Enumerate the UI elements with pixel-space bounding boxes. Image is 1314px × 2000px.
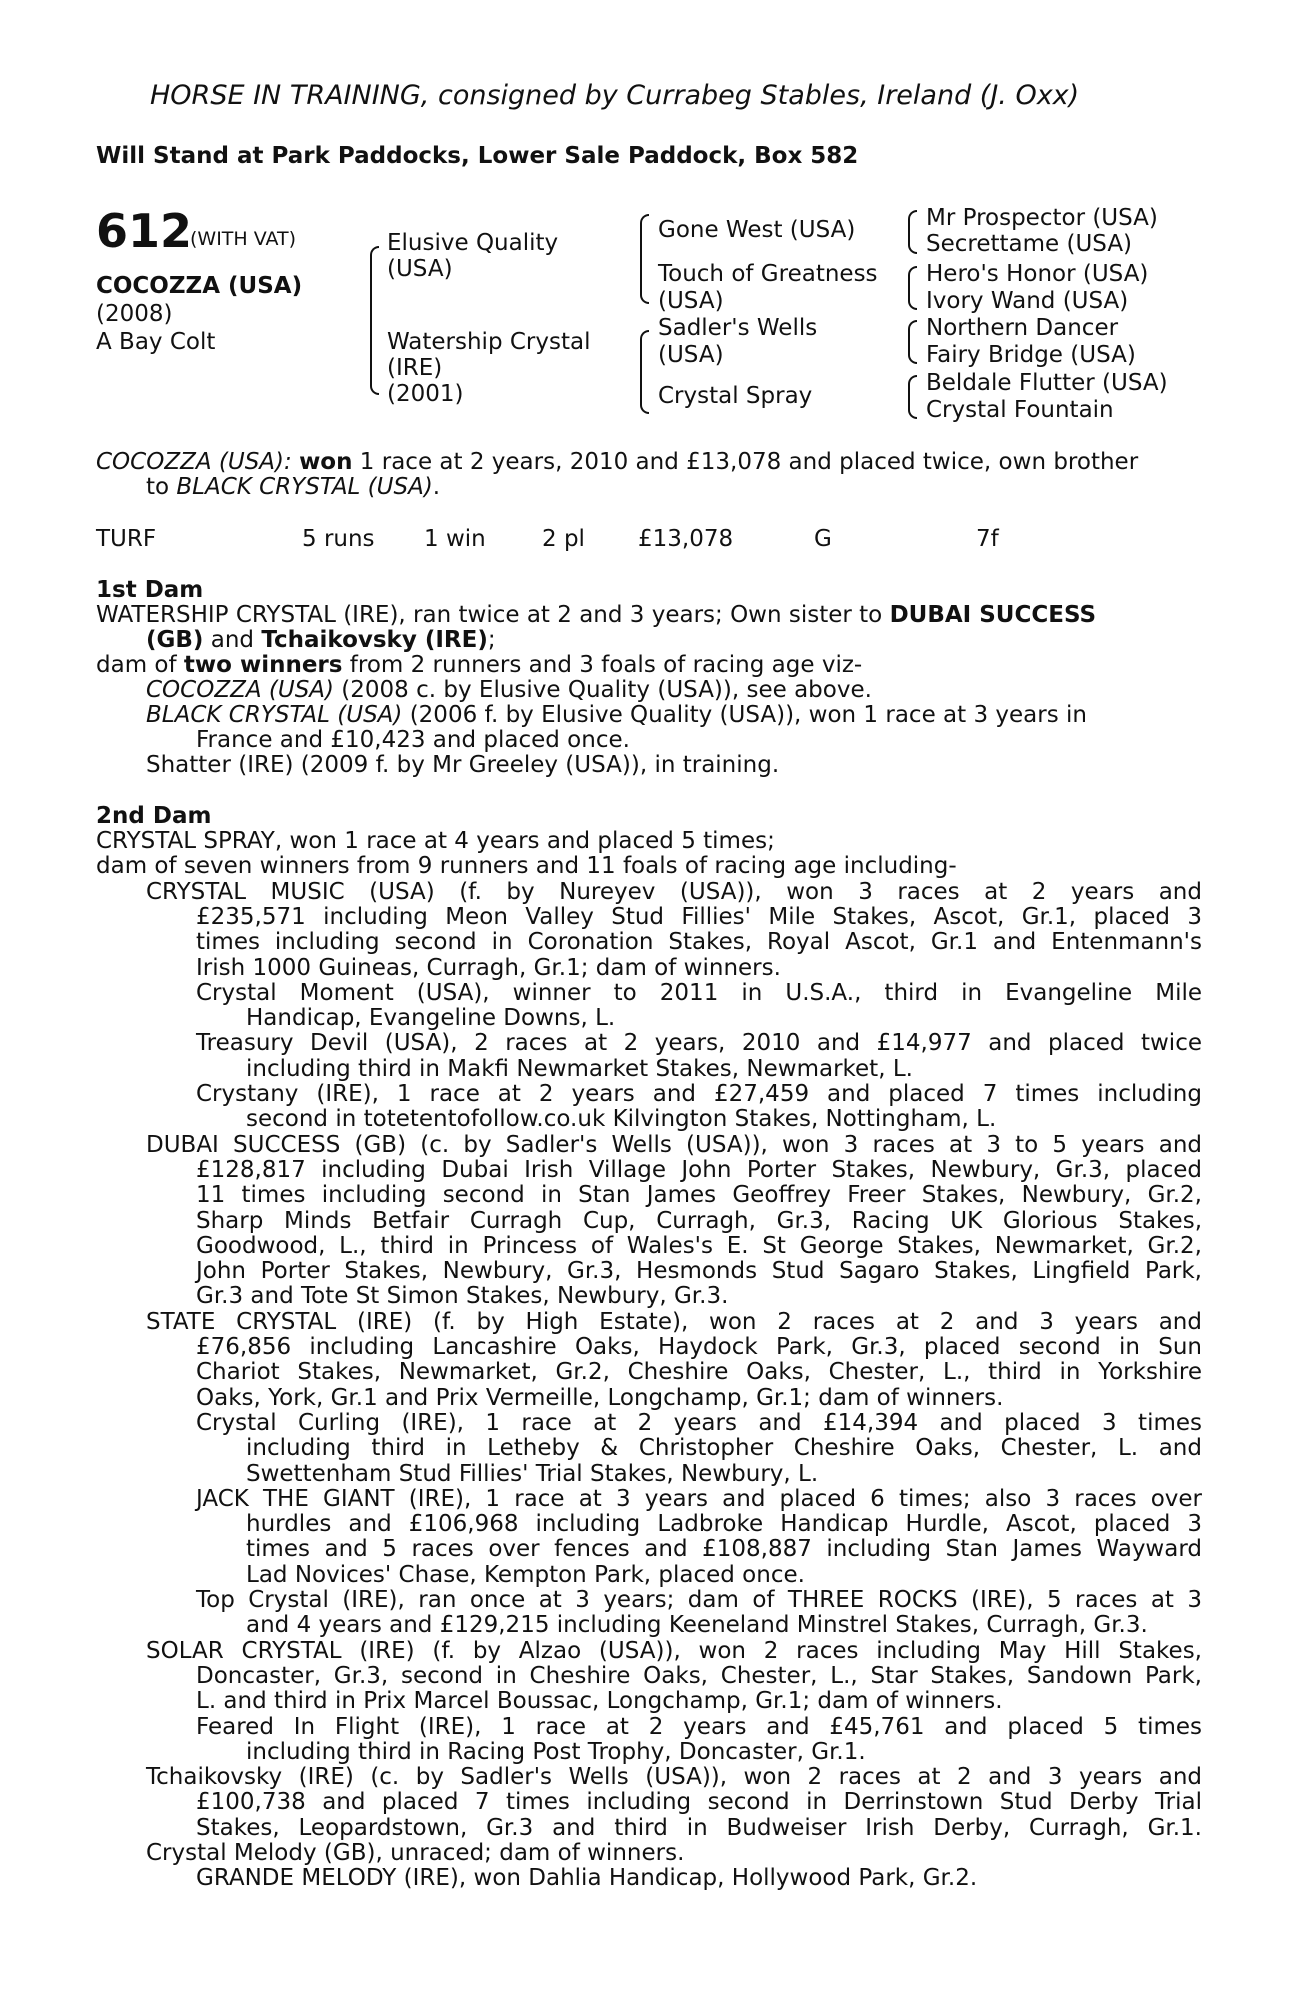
- pedigree-granddam: Ivory Wand (USA): [926, 288, 1129, 314]
- second-dam-line: Oaks, York, Gr.1 and Prix Vermeille, Longchamp, Gr.1; dam of winners.: [196, 1384, 1004, 1411]
- pedigree-brace: [908, 210, 917, 254]
- second-dam-line: Crystal Moment (USA), winner to 2011 in U.S.A., third in Evangeline Mile: [196, 979, 1202, 1006]
- pedigree-sire-dam: Touch of Greatness: [658, 261, 878, 287]
- second-dam-line: Crystal Melody (GB), unraced; dam of winners.: [146, 1840, 685, 1866]
- second-dam-line: £100,738 and placed 7 times including second in Derrinstown Stud Derby Trial: [196, 1789, 1202, 1816]
- second-dam-line: Stakes, Leopardstown, Gr.3 and third in Budweiser Irish Derby, Curragh, Gr.1.: [196, 1814, 1202, 1841]
- record-placed: 2 pl: [542, 526, 585, 552]
- record-surface: TURF: [96, 526, 157, 552]
- record-earnings: £13,078: [638, 526, 734, 552]
- dam-line: [146, 677, 872, 703]
- second-dam-line: £76,856 including Lancashire Oaks, Haydock Park, Gr.3, placed second in Sun: [196, 1334, 1202, 1360]
- pedigree-sire: Elusive Quality: [387, 230, 559, 256]
- pedigree-granddam: Secrettame (USA): [926, 231, 1133, 257]
- dam-winners: two winners: [183, 652, 343, 678]
- second-dam-line: DUBAI SUCCESS (GB) (c. by Sadler's Wells (USA)), won 3 races at 3 to 5 years and: [146, 1131, 1202, 1158]
- second-dam-line: Chariot Stakes, Newmarket, Gr.2, Cheshire Oaks, Chester, L., third in Yorkshire: [196, 1359, 1202, 1386]
- dam-text: ;: [487, 627, 496, 653]
- record-distance: 7f: [976, 526, 999, 552]
- second-dam-line: Swettenham Stud Fillies' Trial Stakes, Newbury, L.: [246, 1460, 819, 1487]
- dam-line: [96, 652, 862, 678]
- dam-line: [146, 702, 1087, 728]
- summary-text: to: [146, 474, 177, 500]
- second-dam-line: Top Crystal (IRE), ran once at 3 years; dam of THREE ROCKS (IRE), 5 races at 3: [196, 1587, 1202, 1613]
- pedigree-sire-dam: (USA): [658, 288, 724, 314]
- second-dam-line: Handicap, Evangeline Downs, L.: [246, 1005, 616, 1032]
- pedigree-dam: Watership Crystal: [387, 329, 591, 355]
- second-dam-line: Tchaikovsky (IRE) (c. by Sadler's Wells (USA)), won 2 races at 2 and 3 years and: [146, 1764, 1202, 1791]
- second-dam-line: hurdles and £106,968 including Ladbroke Handicap Hurdle, Ascot, placed 3: [246, 1511, 1202, 1538]
- second-dam-line: STATE CRYSTAL (IRE) (f. by High Estate), won 2 races at 2 and 3 years and: [146, 1308, 1202, 1335]
- second-dam-line: JACK THE GIANT (IRE), 1 race at 3 years and placed 6 times; also 3 races over: [196, 1485, 1202, 1512]
- second-dam-line: times and 5 races over fences and £108,887 including Stan James Wayward: [246, 1536, 1202, 1563]
- pedigree-brace: [640, 330, 649, 414]
- vat-note: (WITH VAT): [190, 228, 297, 250]
- record-going: G: [814, 526, 832, 552]
- dam-text: and: [203, 627, 262, 653]
- dam-line: [146, 627, 496, 653]
- pedigree-sire-sire: Gone West (USA): [658, 217, 856, 243]
- summary-won: won: [299, 449, 353, 475]
- pedigree-dam-sire: (USA): [658, 342, 724, 368]
- second-dam-line: Goodwood, L., third in Princess of Wales's E. St George Stakes, Newmarket, Gr.2,: [196, 1232, 1202, 1259]
- second-dam-line: Irish 1000 Guineas, Curragh, Gr.1; dam of winners.: [196, 954, 781, 981]
- second-dam-line: £128,817 including Dubai Irish Village John Porter Stakes, Newbury, Gr.3, placed: [196, 1156, 1202, 1183]
- second-dam-line: including third in Letheby & Christopher Cheshire Oaks, Chester, L. and: [246, 1435, 1202, 1462]
- summary-sibling: BLACK CRYSTAL (USA): [176, 474, 433, 500]
- progeny-name: BLACK CRYSTAL (USA): [146, 702, 403, 728]
- dam-line: [96, 602, 1096, 628]
- pedigree-brace: [640, 214, 649, 304]
- first-dam-heading: 1st Dam: [96, 577, 204, 603]
- summary-text: .: [432, 474, 441, 500]
- summary-horse: COCOZZA (USA):: [96, 449, 292, 475]
- second-dam-line: Feared In Flight (IRE), 1 race at 2 years and £45,761 and placed 5 times: [196, 1713, 1202, 1740]
- second-dam-line: John Porter Stakes, Newbury, Gr.3, Hesmonds Stud Sagaro Stakes, Lingfield Park,: [196, 1258, 1202, 1285]
- horse-description: A Bay Colt: [96, 329, 216, 355]
- pedigree-dam: (IRE): [387, 355, 443, 381]
- pedigree-brace: [908, 375, 917, 419]
- dam-text: (2008 c. by Elusive Quality (USA)), see above.: [334, 677, 872, 703]
- pedigree-granddam: Fairy Bridge (USA): [926, 342, 1136, 368]
- pedigree-brace: [908, 320, 917, 364]
- pedigree-brace: [370, 246, 379, 395]
- dam-relative: DUBAI SUCCESS: [889, 602, 1097, 628]
- pedigree-dam-dam: Crystal Spray: [658, 383, 813, 409]
- dam-text: from 2 runners and 3 foals of racing age viz-: [342, 652, 863, 678]
- second-dam-line: dam of seven winners from 9 runners and 11 foals of racing age including-: [96, 853, 957, 880]
- second-dam-line: GRANDE MELODY (IRE), won Dahlia Handicap, Hollywood Park, Gr.2.: [196, 1865, 978, 1892]
- second-dam-line: CRYSTAL SPRAY, won 1 race at 4 years and placed 5 times;: [96, 828, 775, 854]
- second-dam-line: second in totetentofollow.co.uk Kilvington Stakes, Nottingham, L.: [246, 1106, 997, 1133]
- pedigree-sire: (USA): [387, 256, 453, 282]
- pedigree-grandsire: Hero's Honor (USA): [926, 261, 1149, 287]
- second-dam-heading: 2nd Dam: [96, 803, 212, 829]
- horse-name: COCOZZA (USA): [96, 273, 303, 299]
- second-dam-line: Crystal Curling (IRE), 1 race at 2 years and £14,394 and placed 3 times: [196, 1409, 1202, 1436]
- pedigree-grandsire: Mr Prospector (USA): [926, 205, 1158, 231]
- progeny-name: COCOZZA (USA): [146, 677, 334, 703]
- second-dam-line: CRYSTAL MUSIC (USA) (f. by Nureyev (USA)), won 3 races at 2 years and: [146, 878, 1202, 905]
- second-dam-line: times including second in Coronation Stakes, Royal Ascot, Gr.1 and Entenmann's: [196, 929, 1202, 956]
- summary-line: [146, 474, 440, 500]
- second-dam-line: £235,571 including Meon Valley Stud Fillies' Mile Stakes, Ascot, Gr.1, placed 3: [196, 903, 1202, 930]
- summary-line: [96, 449, 1138, 475]
- pedigree-dam-sire: Sadler's Wells: [658, 315, 818, 341]
- dam-text: dam of: [96, 652, 184, 678]
- dam-line: Shatter (IRE) (2009 f. by Mr Greeley (USA)), in training.: [146, 752, 780, 778]
- dam-line: France and £10,423 and placed once.: [196, 727, 630, 753]
- horse-year: (2008): [96, 301, 173, 327]
- second-dam-line: Sharp Minds Betfair Curragh Cup, Curragh, Gr.3, Racing UK Glorious Stakes,: [196, 1207, 1202, 1234]
- second-dam-line: including third in Racing Post Trophy, Doncaster, Gr.1.: [246, 1738, 866, 1765]
- second-dam-line: Gr.3 and Tote St Simon Stakes, Newbury, Gr.3.: [196, 1283, 729, 1310]
- pedigree-granddam: Crystal Fountain: [926, 397, 1114, 423]
- pedigree-grandsire: Northern Dancer: [926, 315, 1119, 341]
- pedigree-brace: [908, 266, 917, 310]
- record-runs: 5 runs: [302, 526, 375, 552]
- second-dam-line: Doncaster, Gr.3, second in Cheshire Oaks, Chester, L., Star Stakes, Sandown Park,: [196, 1662, 1202, 1689]
- page-title: HORSE IN TRAINING, consigned by Currabeg Stables, Ireland (J. Oxx): [150, 80, 1080, 111]
- second-dam-line: including third in Makfi Newmarket Stakes, Newmarket, L.: [246, 1055, 913, 1082]
- location-line: Will Stand at Park Paddocks, Lower Sale Paddock, Box 582: [96, 143, 859, 169]
- record-wins: 1 win: [424, 526, 486, 552]
- pedigree-dam: (2001): [387, 381, 464, 407]
- second-dam-line: and 4 years and £129,215 including Keeneland Minstrel Stakes, Curragh, Gr.3.: [246, 1612, 1148, 1639]
- second-dam-line: 11 times including second in Stan James Geoffrey Freer Stakes, Newbury, Gr.2,: [196, 1182, 1202, 1209]
- second-dam-line: SOLAR CRYSTAL (IRE) (f. by Alzao (USA)), won 2 races including May Hill Stakes,: [146, 1637, 1202, 1664]
- second-dam-line: Crystany (IRE), 1 race at 2 years and £27,459 and placed 7 times including: [196, 1081, 1202, 1107]
- second-dam-line: L. and third in Prix Marcel Boussac, Longchamp, Gr.1; dam of winners.: [196, 1688, 1003, 1715]
- summary-text: 1 race at 2 years, 2010 and £13,078 and placed twice, own brother: [352, 449, 1139, 475]
- dam-relative: Tchaikovsky (IRE): [261, 627, 488, 653]
- dam-text: (2006 f. by Elusive Quality (USA)), won 1 race at 3 years in: [402, 702, 1087, 728]
- second-dam-line: Treasury Devil (USA), 2 races at 2 years, 2010 and £14,977 and placed twice: [196, 1030, 1202, 1057]
- dam-text: WATERSHIP CRYSTAL (IRE), ran twice at 2 and 3 years; Own sister to: [96, 602, 890, 628]
- second-dam-line: Lad Novices' Chase, Kempton Park, placed once.: [246, 1561, 805, 1588]
- pedigree-grandsire: Beldale Flutter (USA): [926, 370, 1168, 396]
- lot-number: 612: [96, 204, 193, 258]
- dam-relative: (GB): [146, 627, 204, 653]
